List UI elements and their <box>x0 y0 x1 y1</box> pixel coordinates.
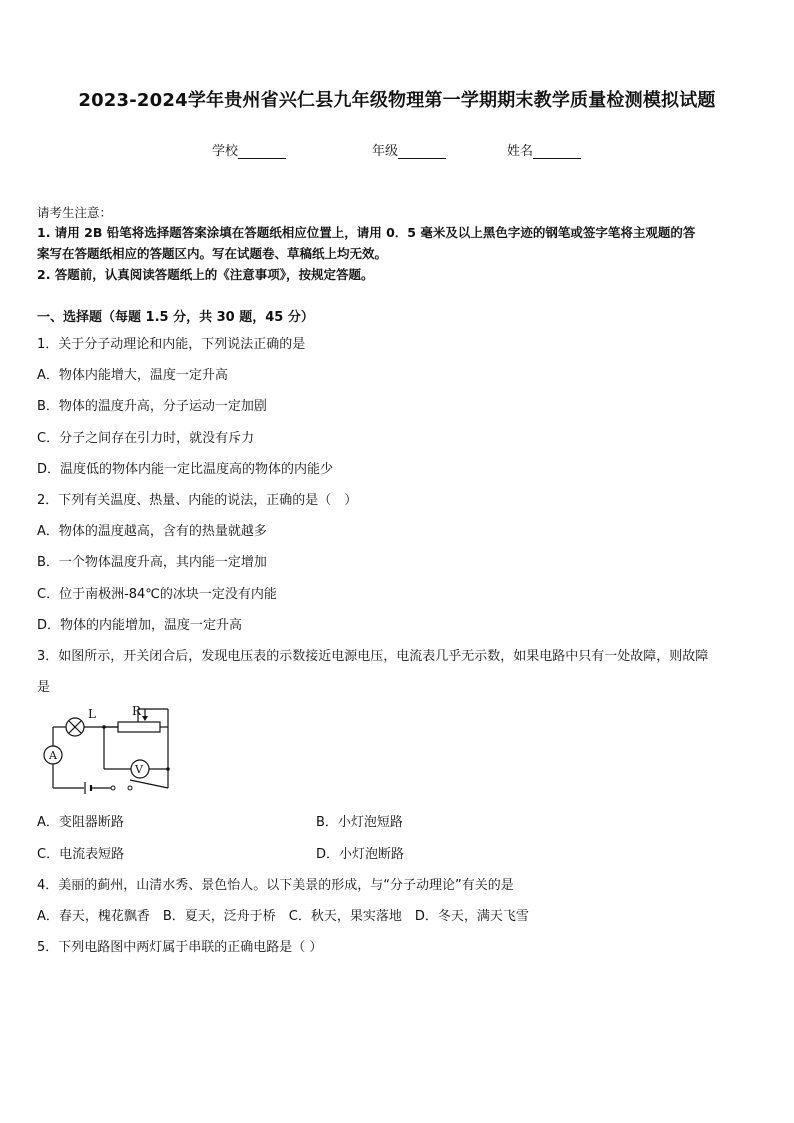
notice-item-2: 2. 答题前，认真阅读答题纸上的《注意事项》，按规定答题。 <box>37 267 374 282</box>
rheostat-symbol <box>118 722 160 732</box>
q2-option-c: C．位于南极洲-84℃的冰块一定没有内能 <box>37 587 277 602</box>
q4-stem: 4．美丽的蓟州，山清水秀、景色怡人。以下美景的形成，与“分子动理论”有关的是 <box>37 878 514 893</box>
grade-blank <box>398 145 446 159</box>
junction-dot-right <box>166 767 170 771</box>
notice-item-1-line-1: 1. 请用 2B 铅笔将选择题答案涂填在答题纸相应位置上，请用 0．5 毫米及以上黑色字迹的钢笔或签字笔将主观题的答 <box>37 225 696 240</box>
q5-stem: 5．下列电路图中两灯属于串联的正确电路是（ ） <box>37 940 323 955</box>
section-heading: 一、选择题（每题 1.5 分，共 30 题，45 分） <box>37 310 314 325</box>
q3-option-d: D．小灯泡断路 <box>316 847 405 862</box>
name-field <box>507 140 581 159</box>
voltmeter-label: V <box>135 763 143 776</box>
q3-option-b: B．小灯泡短路 <box>316 815 403 830</box>
q2-stem: 2．下列有关温度、热量、内能的说法，正确的是（ ） <box>37 493 358 508</box>
ammeter-label: A <box>49 749 57 762</box>
name-label: 姓名 <box>507 144 534 159</box>
school-label: 学校 <box>212 144 239 159</box>
switch-symbol <box>111 786 132 790</box>
q3-circuit-diagram <box>38 700 178 805</box>
q3-stem-line-1: 3．如图所示，开关闭合后，发现电压表的示数接近电源电压，电流表几乎无示数，如果电路中只有一处故障，则故障 <box>37 649 709 664</box>
q4-options: A．春天，槐花飘香 B．夏天，泛舟于桥 C．秋天，果实落地 D．冬天，满天飞雪 <box>37 909 529 924</box>
q1-stem: 1．关于分子动理论和内能，下列说法正确的是 <box>37 337 306 352</box>
q3-option-c: C．电流表短路 <box>37 847 125 862</box>
q2-option-a: A．物体的温度越高，含有的热量就越多 <box>37 524 267 539</box>
rheostat-label: R <box>132 704 142 718</box>
q1-option-b: B．物体的温度升高，分子运动一定加剧 <box>37 399 267 414</box>
lamp-label: L <box>88 707 96 721</box>
junction-dot-top <box>102 725 106 729</box>
school-blank <box>238 145 286 159</box>
q3-stem-line-2: 是 <box>37 680 51 695</box>
grade-field <box>372 140 446 159</box>
school-field <box>212 140 286 159</box>
switch-blade <box>130 780 168 788</box>
name-blank <box>533 145 581 159</box>
notice-heading: 请考生注意： <box>37 205 113 220</box>
notice-item-1-line-2: 案写在答题纸相应的答题区内。写在试题卷、草稿纸上均无效。 <box>37 246 388 261</box>
lamp-symbol <box>66 718 84 736</box>
q2-option-d: D．物体的内能增加，温度一定升高 <box>37 618 243 633</box>
q1-option-d: D．温度低的物体内能一定比温度高的物体的内能少 <box>37 462 334 477</box>
exam-title: 2023-2024学年贵州省兴仁县九年级物理第一学期期末教学质量检测模拟试题 <box>78 90 716 111</box>
battery-symbol <box>85 782 91 794</box>
q1-option-a: A．物体内能增大，温度一定升高 <box>37 368 228 383</box>
q1-option-c: C．分子之间存在引力时，就没有斥力 <box>37 431 255 446</box>
grade-label: 年级 <box>372 144 399 159</box>
rheostat-slider-arrow <box>142 716 148 721</box>
q3-option-a: A．变阻器断路 <box>37 815 124 830</box>
q2-option-b: B．一个物体温度升高，其内能一定增加 <box>37 555 267 570</box>
